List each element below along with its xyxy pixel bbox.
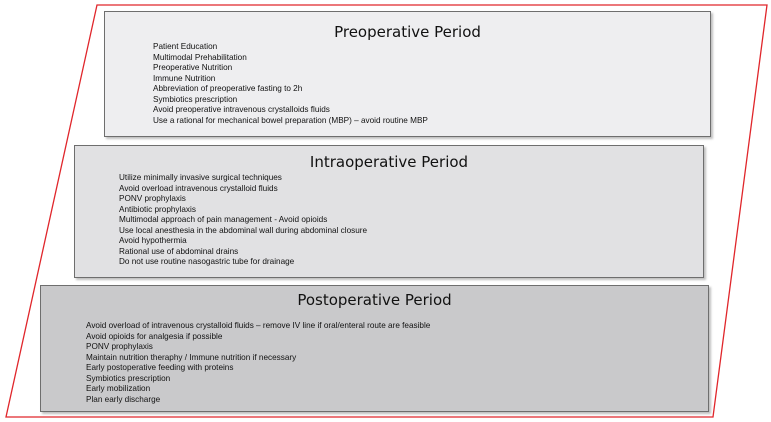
list-item: Abbreviation of preoperative fasting to 2h [153, 84, 303, 93]
list-item: Do not use routine nasogastric tube for drainage [119, 257, 295, 266]
intraoperative-panel [74, 145, 704, 278]
list-item: Multimodal approach of pain management - Avoid opioids [119, 215, 328, 224]
list-item: PONV prophylaxis [119, 194, 186, 203]
list-item: Avoid hypothermia [119, 236, 187, 245]
intraoperative-title: Intraoperative Period [309, 153, 469, 171]
list-item: Avoid preoperative intravenous crystalloids fluids [153, 105, 330, 114]
list-item: Patient Education [153, 42, 218, 51]
list-item: Maintain nutrition theraphy / Immune nutrition if necessary [86, 352, 297, 362]
list-item: Preoperative Nutrition [153, 63, 233, 72]
postoperative-list [86, 321, 430, 405]
list-item: Utilize minimally invasive surgical techniques [119, 173, 282, 182]
list-item: Early postoperative feeding with proteins [86, 363, 234, 372]
list-item: PONV prophylaxis [86, 342, 153, 351]
list-item: Avoid overload intravenous crystalloid fluids [119, 183, 278, 193]
intraoperative-list [119, 173, 367, 268]
list-item: Avoid opioids for analgesia if possible [86, 331, 223, 341]
preoperative-list [153, 42, 428, 126]
list-item: Plan early discharge [86, 394, 161, 404]
postoperative-title: Postoperative Period [297, 291, 452, 309]
list-item: Avoid overload of intravenous crystalloid fluids – remove IV line if oral/enteral route are feasible [86, 321, 431, 330]
list-item: Antibiotic prophylaxis [119, 204, 196, 214]
list-item: Symbiotics prescription [153, 94, 238, 104]
list-item: Multimodal Prehabilitation [153, 52, 247, 62]
preoperative-panel [104, 11, 711, 137]
list-item: Use local anesthesia in the abdominal wall during abdominal closure [119, 225, 368, 235]
list-item: Symbiotics prescription [86, 373, 171, 383]
preoperative-title: Preoperative Period [334, 23, 481, 41]
list-item: Immune Nutrition [153, 73, 216, 83]
postoperative-panel [40, 285, 709, 412]
list-item: Rational use of abdominal drains [119, 246, 239, 256]
list-item: Use a rational for mechanical bowel preparation (MBP) – avoid routine MBP [153, 115, 428, 125]
list-item: Early mobilization [86, 384, 151, 393]
